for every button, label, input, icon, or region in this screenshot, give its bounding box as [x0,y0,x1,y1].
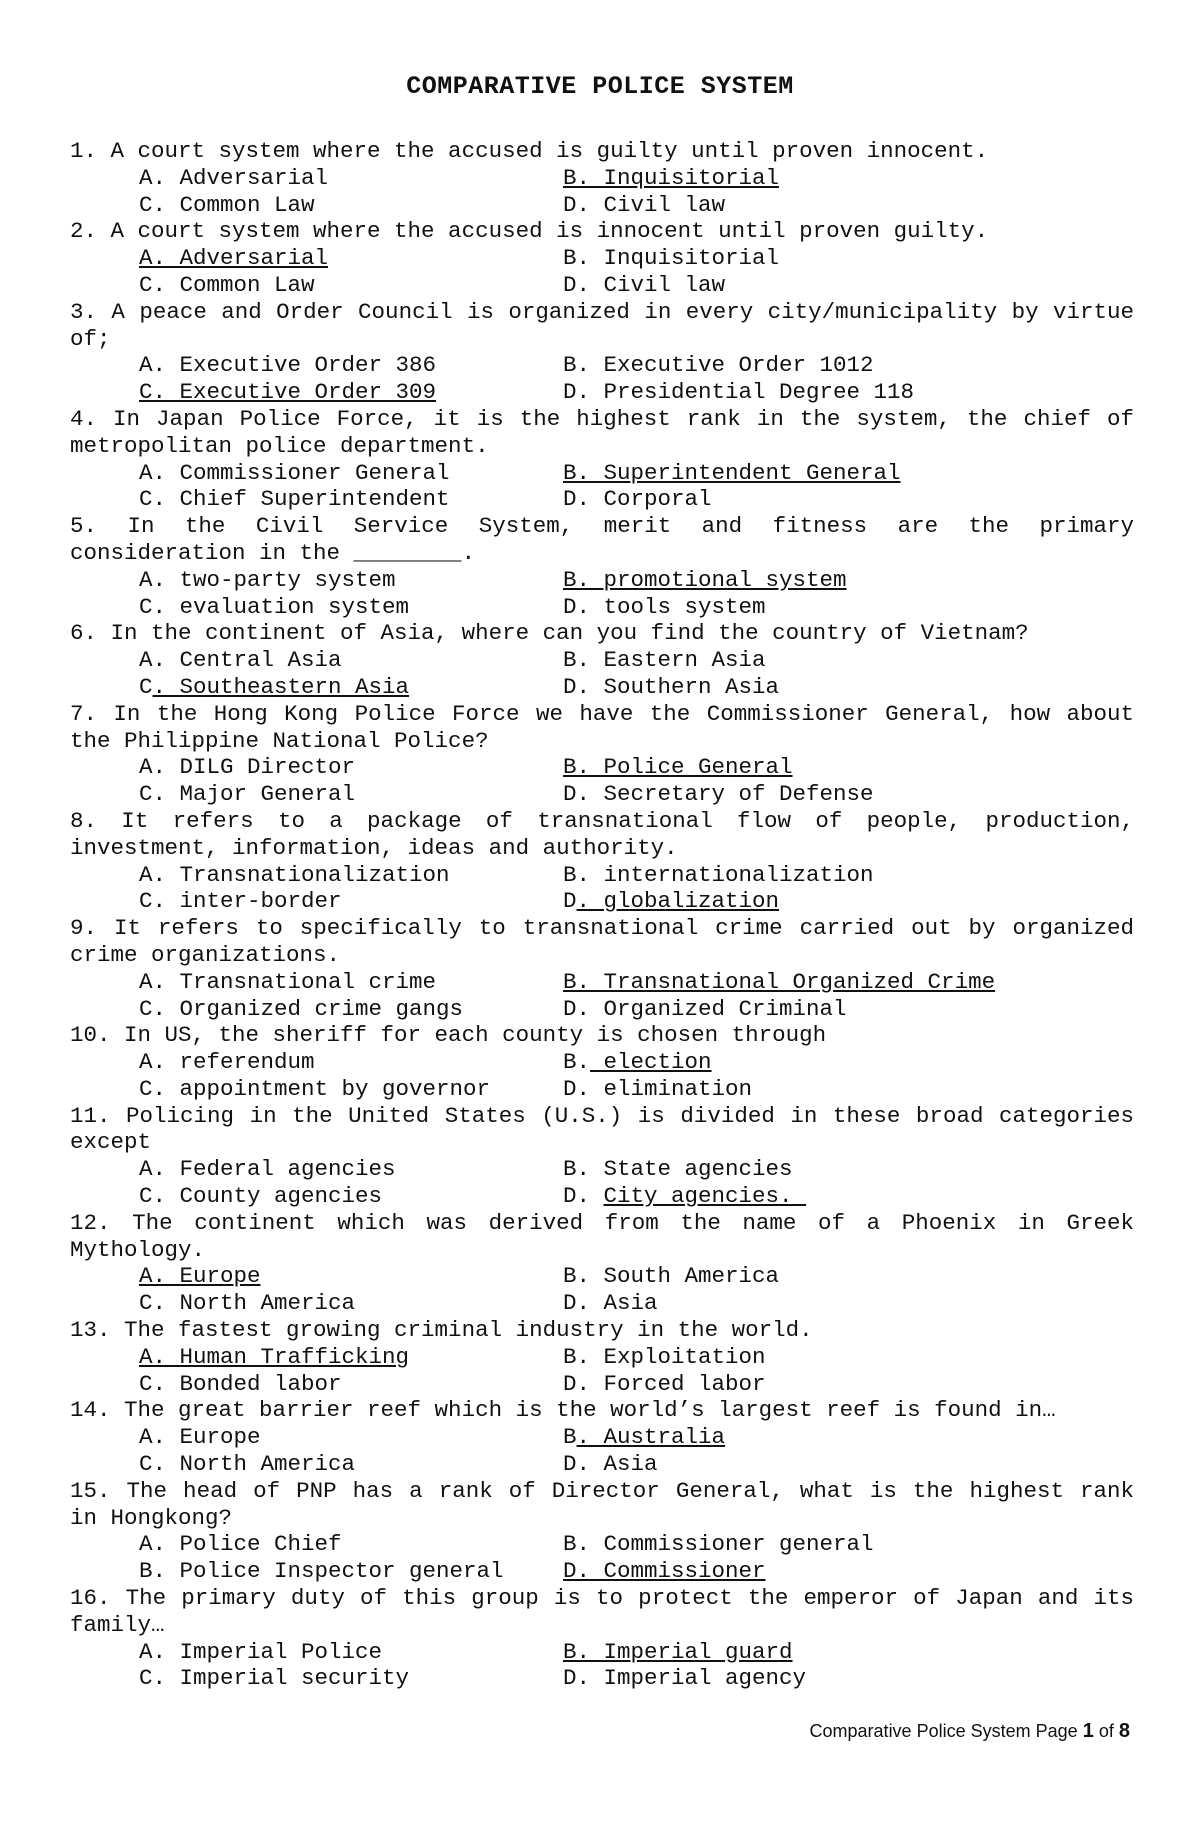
correct-answer-underline: City agencies. [603,1183,807,1210]
question-block [70,620,1134,700]
answer-option [563,1424,725,1451]
answer-option [139,674,409,701]
answer-option: B. Executive Order 1012 [563,352,874,379]
correct-answer-underline: D. Commissioner [563,1558,766,1585]
question-text: 4. In Japan Police Force, it is the highest rank in the system, the chief of metropolitan police department. [70,405,1134,459]
answer-option: D. Southern Asia [563,673,780,700]
answer-option: B. Commissioner general [563,1531,874,1558]
question-text: 2. A court system where the accused is innocent until proven guilty. [70,218,989,245]
answer-option: A. Transnationalization [139,861,450,888]
answer-option [563,567,847,594]
question-text: 12. The continent which was derived from the name of a Phoenix in Greek Mythology. [70,1209,1134,1263]
answer-option: B. internationalization [563,861,874,888]
question-text: 13. The fastest growing criminal industry in the world. [70,1317,813,1344]
answer-option: B. Inquisitorial [563,245,780,272]
answer-option: B. Exploitation [563,1343,766,1370]
answer-option [563,165,779,192]
correct-answer-underline: . Australia [576,1424,726,1451]
answer-option: C. Bonded labor [139,1370,342,1397]
answer-option: A. referendum [139,1049,315,1076]
answer-option: A. Executive Order 386 [139,352,437,379]
correct-answer-underline: . Southeastern Asia [152,673,410,700]
correct-answer-underline: . globalization [576,888,780,915]
option-text: C [139,673,153,700]
answer-option [563,754,793,781]
question-text: 1. A court system where the accused is guilty until proven innocent. [70,138,989,164]
question-text: 8. It refers to a package of transnational flow of people, production, investment, information, ideas and authority. [70,807,1134,861]
answer-option: A. Europe [139,1424,261,1451]
question-block [70,1103,1134,1210]
answer-options [70,1344,1134,1398]
answer-option: B. State agencies [563,1156,793,1183]
question-block [70,406,1134,513]
answer-option: B. Eastern Asia [563,647,766,674]
answer-option: D. Corporal [563,486,712,513]
answer-option: C. inter-border [139,888,342,915]
question-block [70,1022,1134,1102]
answer-option [563,1639,793,1666]
answer-option: C. Common Law [139,271,315,298]
answer-option: A. Imperial Police [139,1638,383,1665]
answer-option [563,888,779,915]
answer-option: A. Commissioner General [139,459,450,486]
answer-options [70,1156,1134,1210]
answer-option: D. Presidential Degree 118 [563,379,915,406]
answer-option [563,1049,712,1076]
footer-of-label: of [1098,1721,1114,1741]
question-block [70,915,1134,1022]
question-text: 6. In the continent of Asia, where can you find the country of Vietnam? [70,620,1029,647]
question-block [70,1478,1134,1585]
question-block [70,513,1134,620]
answer-option: C. Major General [139,781,356,808]
answer-option: C. Common Law [139,191,315,218]
answer-options [70,1639,1134,1693]
answer-option: B. Police Inspector general [139,1558,504,1585]
correct-answer-underline: B. Inquisitorial [563,164,780,191]
correct-answer-underline: B. Police General [563,754,793,781]
answer-option: A. Police Chief [139,1531,342,1558]
answer-option: D. Civil law [563,271,726,298]
answer-option: D. Imperial agency [563,1665,807,1692]
option-text: B [563,1424,577,1451]
question-block [70,701,1134,808]
answer-options [70,969,1134,1023]
question-block [70,138,1134,218]
footer-page-label: Page [1035,1721,1078,1741]
correct-answer-underline: B. Imperial guard [563,1638,793,1665]
answer-option: A. two-party system [139,566,396,593]
question-block [70,299,1134,406]
answer-options [70,567,1134,621]
question-text: 7. In the Hong Kong Police Force we have the Commissioner General, how about the Philippine National Police? [70,700,1134,754]
answer-option: D. tools system [563,593,766,620]
answer-options [70,1531,1134,1585]
correct-answer-underline: B. Superintendent General [563,459,901,486]
answer-options [70,460,1134,514]
answer-options [70,1049,1134,1103]
answer-option: D. elimination [563,1075,753,1102]
option-text: B. [563,1049,591,1076]
footer-doc-title: Comparative Police System [809,1721,1031,1741]
answer-options [70,165,1134,219]
answer-option: A. Adversarial [139,164,329,191]
answer-option: D. Civil law [563,191,726,218]
page-title: COMPARATIVE POLICE SYSTEM [406,72,794,101]
answer-options [70,1424,1134,1478]
answer-options [70,1263,1134,1317]
answer-options [70,352,1134,406]
answer-option [139,1263,261,1290]
correct-answer-underline: B. Transnational Organized Crime [563,968,996,995]
answer-option: C. Imperial security [139,1665,410,1692]
answer-option: D. Secretary of Defense [563,781,874,808]
question-block [70,1585,1134,1692]
answer-option [139,245,328,272]
question-text: 11. Policing in the United States (U.S.) is divided in these broad categories except [70,1102,1134,1156]
correct-answer-underline: C. Executive Order 309 [139,379,437,406]
answer-option: A. Transnational crime [139,968,437,995]
question-block [70,1210,1134,1317]
answer-option: C. evaluation system [139,593,410,620]
answer-options [70,245,1134,299]
question-block [70,808,1134,915]
answer-option [563,1183,806,1210]
question-block [70,1397,1134,1477]
answer-option [563,460,901,487]
answer-option: D. Organized Criminal [563,995,847,1022]
answer-option: C. County agencies [139,1183,383,1210]
correct-answer-underline: A. Europe [139,1263,261,1290]
question-text: 10. In US, the sheriff for each county is chosen through [70,1022,827,1049]
question-block [70,218,1134,298]
answer-option [139,1344,409,1371]
correct-answer-underline: A. Adversarial [139,245,329,272]
answer-option: C. North America [139,1290,356,1317]
answer-option: D. Asia [563,1290,658,1317]
answer-option: C. North America [139,1451,356,1478]
option-text: D. [563,1183,604,1210]
answer-option: D. Asia [563,1451,658,1478]
answer-option: A. Central Asia [139,647,342,674]
answer-options [70,754,1134,808]
answer-options [70,647,1134,701]
answer-option [563,969,995,996]
answer-option: B. South America [563,1263,780,1290]
question-text: 9. It refers to specifically to transnational crime carried out by organized crime organizations. [70,915,1134,968]
question-list [70,138,1134,1692]
answer-option: D. Forced labor [563,1370,766,1397]
footer-total-pages: 8 [1118,1720,1130,1742]
answer-option: C. appointment by governor [139,1075,491,1102]
answer-option [563,1558,766,1585]
question-text: 14. The great barrier reef which is the world’s largest reef is found in… [70,1397,1056,1424]
question-text: 5. In the Civil Service System, merit and fitness are the primary consideration in the ________. [70,513,1134,566]
question-text: 15. The head of PNP has a rank of Director General, what is the highest rank in Hongkong? [70,1477,1134,1531]
answer-options [70,862,1134,916]
question-text: 3. A peace and Order Council is organized in every city/municipality by virtue of; [70,298,1134,352]
option-text: D [563,888,577,915]
footer-page-number: 1 [1082,1720,1094,1742]
correct-answer-underline: election [590,1049,712,1076]
answer-option: A. Federal agencies [139,1156,396,1183]
page-footer [810,1720,1130,1743]
correct-answer-underline: B. promotional system [563,566,847,593]
answer-option: A. DILG Director [139,754,356,781]
answer-option: C. Organized crime gangs [139,995,464,1022]
question-block [70,1317,1134,1397]
question-text: 16. The primary duty of this group is to protect the emperor of Japan and its family… [70,1585,1134,1638]
answer-option: C. Chief Superintendent [139,486,450,513]
answer-option [139,379,436,406]
correct-answer-underline: A. Human Trafficking [139,1343,410,1370]
